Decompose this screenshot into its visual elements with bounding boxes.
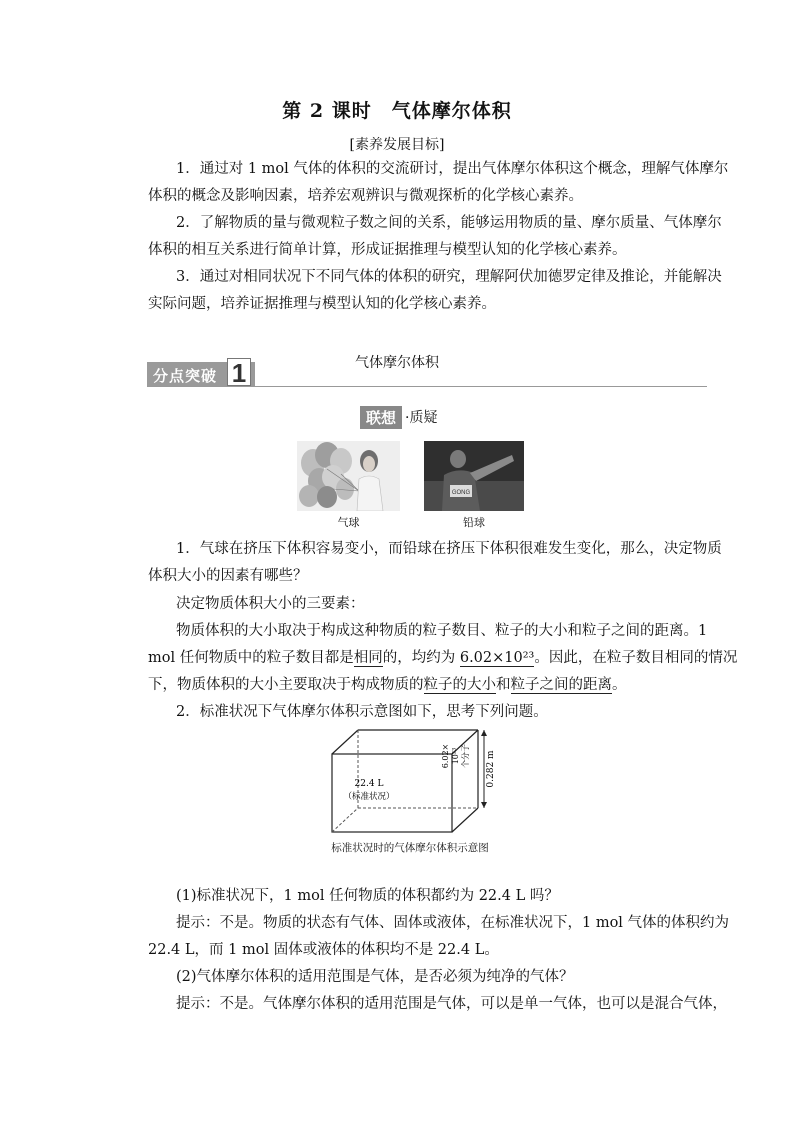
section-badge-label: 分点突破 — [153, 367, 218, 385]
goal-1-line-1: 1．通过对 1 mol 气体的体积的交流研讨，提出气体摩尔体积这个概念，理解气体摩尔 — [176, 161, 729, 177]
molecule-count-line-1: 6.02× — [441, 743, 450, 769]
q1-line-1: 1．气球在挤压下体积容易变小，而铅球在挤压下体积很难发生变化，那么，决定物质 — [176, 541, 722, 557]
lianxiang-box: 联想 — [360, 406, 402, 429]
section-badge-number: 1 — [227, 358, 251, 386]
goal-2-line-2: 体积的相互关系进行简单计算，形成证据推理与模型认知的化学核心素养。 — [148, 242, 627, 258]
sub2-hint-line-1: 提示：不是。气体摩尔体积的适用范围是气体，可以是单一气体，也可以是混合气体， — [176, 996, 727, 1012]
section-divider — [147, 386, 707, 387]
shotput-caption: 铅球 — [463, 516, 485, 529]
shotput-photo — [424, 441, 524, 511]
answer-avogadro: 6.02×10²³ — [459, 650, 535, 666]
q1-line-2: 体积大小的因素有哪些？ — [148, 568, 308, 584]
explanation-3-pre: 下，物质体积的大小主要取决于构成物质的 — [148, 677, 424, 693]
sub2-question: (2)气体摩尔体积的适用范围是气体，是否必须为纯净的气体？ — [176, 969, 574, 985]
goal-3-line-1: 3．通过对相同状况下不同气体的体积的研究，理解阿伏加德罗定律及推论，并能解决 — [176, 269, 722, 285]
sub1-hint-line-2: 22.4 L，而 1 mol 固体或液体的体积均不是 22.4 L。 — [148, 942, 499, 958]
goal-2-line-1: 2．了解物质的量与微观粒子数之间的关系，能够运用物质的量、摩尔质量、气体摩尔 — [176, 215, 722, 231]
explanation-line-1: 物质体积的大小取决于构成这种物质的粒子数目、粒子的大小和粒子之间的距离。1 — [176, 623, 708, 639]
answer-particle-size: 粒子的大小 — [423, 677, 496, 693]
volume-label: 22.4 L — [354, 779, 384, 789]
explanation-line-2 — [148, 645, 738, 672]
page-title: 第 2 课时 气体摩尔体积 — [282, 100, 512, 122]
answer-same: 相同 — [353, 650, 383, 666]
goals-heading: [素养发展目标] — [349, 137, 445, 153]
explanation-2-post: 。因此，在粒子数目相同的情况 — [534, 650, 738, 666]
goal-1-line-2: 体积的概念及影响因素，培养宏观辨识与微观探析的化学核心素养。 — [148, 188, 583, 204]
diagram-caption: 标准状况时的气体摩尔体积示意图 — [331, 842, 489, 854]
explanation-3-post: 。 — [612, 677, 627, 693]
athlete-bib-text: GONG — [451, 490, 471, 496]
sub1-hint-line-1: 提示：不是。物质的状态有气体、固体或液体，在标准状况下，1 mol 气体的体积约为 — [176, 915, 730, 931]
answer-particle-distance: 粒子之间的距离 — [510, 677, 612, 693]
molecule-count-line-3: 个分子 — [461, 744, 470, 768]
goal-3-line-2: 实际问题，培养证据推理与模型认知的化学核心素养。 — [148, 296, 496, 312]
sub1-question: (1)标准状况下，1 mol 任何物质的体积都约为 22.4 L 吗？ — [176, 888, 559, 904]
section-heading: 气体摩尔体积 — [355, 355, 439, 371]
molecule-count-line-2: 10²³ — [451, 747, 460, 765]
factors-heading: 决定物质体积大小的三要素： — [176, 596, 365, 612]
shot-put-athlete-icon — [424, 441, 524, 511]
explanation-2-pre: mol 任何物质中的粒子数目都是 — [148, 650, 354, 666]
edge-length-label: 0.282 m — [486, 750, 496, 788]
balloon-photo — [297, 441, 400, 511]
lianxiang-rest: ·质疑 — [405, 410, 438, 426]
explanation-2-mid: 的，均约为 — [382, 650, 460, 666]
explanation-line-3 — [148, 672, 678, 699]
lianxiang-heading — [360, 405, 437, 429]
molar-volume-cube-diagram — [325, 726, 505, 836]
q2-intro: 2．标准状况下气体摩尔体积示意图如下，思考下列问题。 — [176, 704, 548, 720]
molecule-count-label — [441, 744, 470, 769]
balloon-caption: 气球 — [337, 516, 360, 529]
balloon-girl-icon — [297, 441, 400, 511]
explanation-3-mid: 和 — [496, 677, 511, 693]
condition-label: （标准状况） — [343, 792, 395, 802]
